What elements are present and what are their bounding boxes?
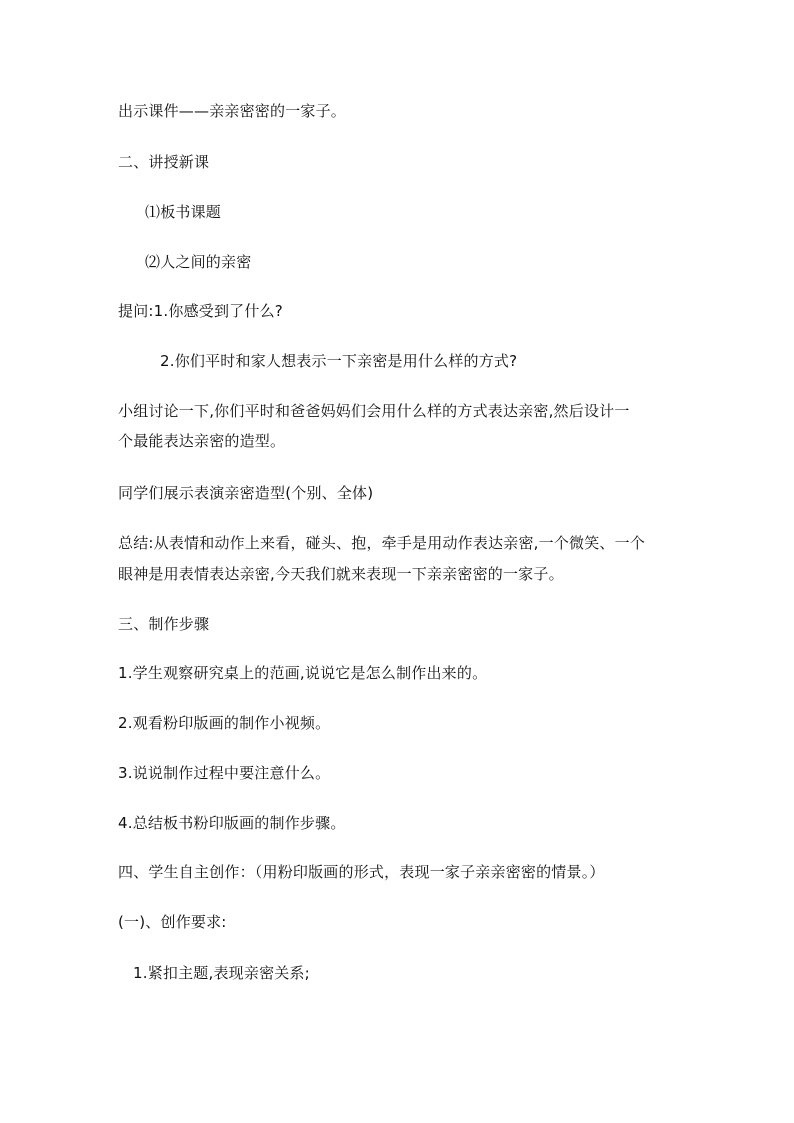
group-discussion-line-1: 小组讨论一下,你们平时和爸爸妈妈们会用什么样的方式表达亲密,然后设计一 — [118, 402, 630, 420]
question-2: 2.你们平时和家人想表示一下亲密是用什么样的方式? — [160, 352, 518, 370]
step-intimacy-between-people: ⑵人之间的亲密 — [145, 253, 252, 271]
step-item-3: 3.说说制作过程中要注意什么。 — [118, 764, 331, 782]
requirement-item-1: 1.紧扣主题,表现亲密关系; — [133, 964, 310, 982]
group-discussion-line-2: 个最能表达亲密的造型。 — [118, 432, 286, 450]
summary-line-2: 眼神是用表情表达亲密,今天我们就来表现一下亲亲密密的一家子。 — [118, 565, 564, 583]
creation-requirements-heading: (一)、创作要求: — [118, 913, 227, 931]
section-heading-steps: 三、制作步骤 — [118, 615, 210, 633]
section-heading-new-lesson: 二、讲授新课 — [118, 153, 210, 171]
courseware-line: 出示课件——亲亲密密的一家子。 — [118, 102, 347, 120]
question-1: 提问:1.你感受到了什么? — [118, 302, 283, 320]
step-board-title: ⑴板书课题 — [145, 203, 222, 221]
student-show-line: 同学们展示表演亲密造型(个别、全体) — [118, 484, 374, 502]
step-item-2: 2.观看粉印版画的制作小视频。 — [118, 714, 331, 732]
step-item-1: 1.学生观察研究桌上的范画,说说它是怎么制作出来的。 — [118, 664, 488, 682]
step-item-4: 4.总结板书粉印版画的制作步骤。 — [118, 814, 346, 832]
section-heading-creation: 四、学生自主创作：（用粉印版画的形式，表现一家子亲亲密密的情景。） — [118, 863, 605, 881]
summary-line-1: 总结:从表情和动作上来看，碰头、抱，牵手是用动作表达亲密,一个微笑、一个 — [118, 534, 646, 552]
